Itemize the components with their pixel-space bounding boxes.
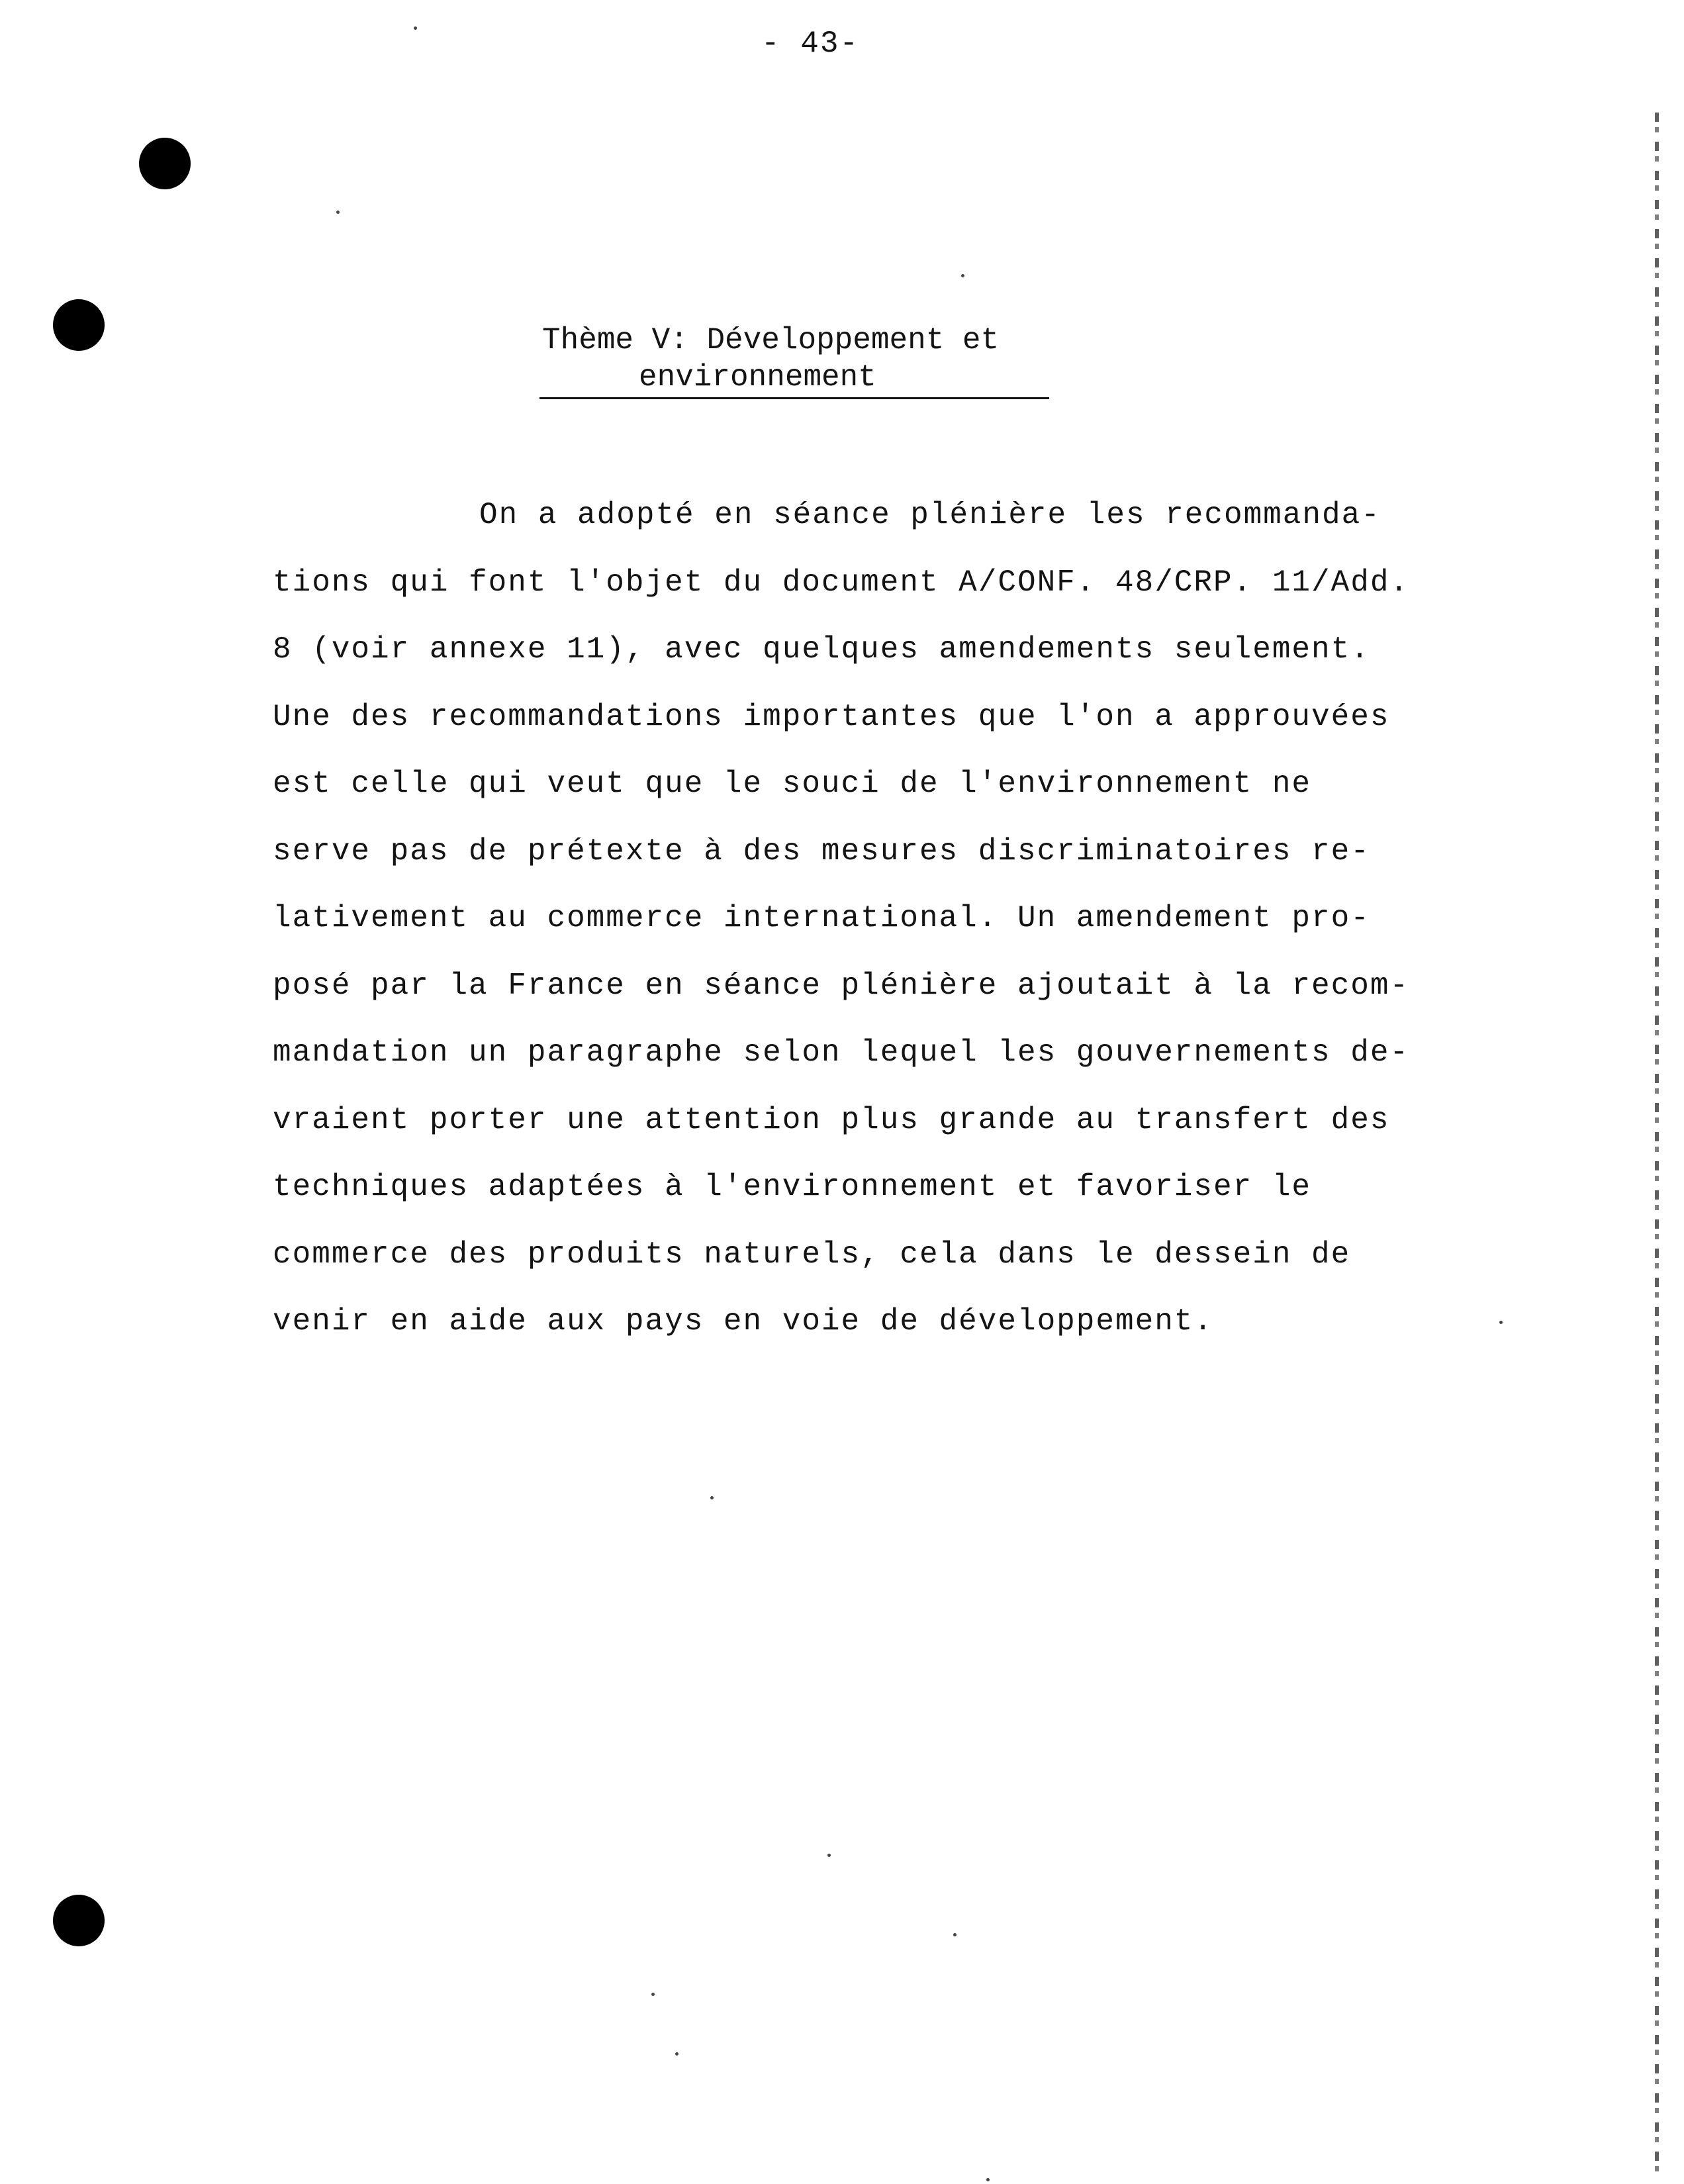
- body-line: lativement au commerce international. Un amendement pro-: [273, 901, 1370, 935]
- body-line: mandation un paragraphe selon lequel les gouvernements de-: [273, 1035, 1410, 1070]
- body-line: commerce des produits naturels, cela dans le dessein de: [273, 1237, 1351, 1272]
- scan-speck: [953, 1933, 957, 1936]
- punch-hole-mark: [53, 1895, 105, 1946]
- body-line: 8 (voir annexe 11), avec quelques amendements seulement.: [273, 632, 1370, 667]
- scan-speck: [1499, 1321, 1503, 1324]
- body-line: Une des recommandations importantes que l'on a approuvées: [273, 699, 1390, 734]
- body-paragraph: [273, 482, 1464, 1356]
- body-line: posé par la France en séance plénière ajoutait à la recom-: [273, 968, 1410, 1003]
- punch-hole-mark: [53, 299, 105, 351]
- body-line: tions qui font l'objet du document A/CONF. 48/CRP. 11/Add.: [273, 565, 1410, 600]
- body-line: venir en aide aux pays en voie de développement.: [273, 1304, 1214, 1339]
- scan-speck: [336, 211, 340, 214]
- scan-speck: [675, 2052, 678, 2056]
- section-heading: [539, 322, 1052, 399]
- heading-line-2: environnement: [639, 360, 876, 395]
- heading-underline: [539, 397, 1049, 399]
- body-line: On a adopté en séance plénière les recommanda-: [479, 498, 1381, 532]
- punch-hole-mark: [139, 138, 191, 189]
- scan-speck: [961, 274, 964, 277]
- scan-speck: [651, 1993, 655, 1996]
- heading-line-1: Thème V: Développement et: [542, 323, 1000, 357]
- scan-speck: [414, 26, 417, 30]
- body-line: serve pas de prétexte à des mesures discriminatoires re-: [273, 833, 1370, 869]
- body-line: techniques adaptées à l'environnement et favoriser le: [273, 1170, 1312, 1204]
- scan-speck: [710, 1496, 714, 1499]
- body-line: est celle qui veut que le souci de l'environnement ne: [273, 767, 1312, 801]
- scan-speck: [986, 2178, 990, 2181]
- scan-speck: [827, 1854, 831, 1857]
- body-line: vraient porter une attention plus grande au transfert des: [273, 1102, 1390, 1137]
- page-number: - 43-: [761, 26, 860, 61]
- scan-edge-artifact: [1655, 113, 1659, 2178]
